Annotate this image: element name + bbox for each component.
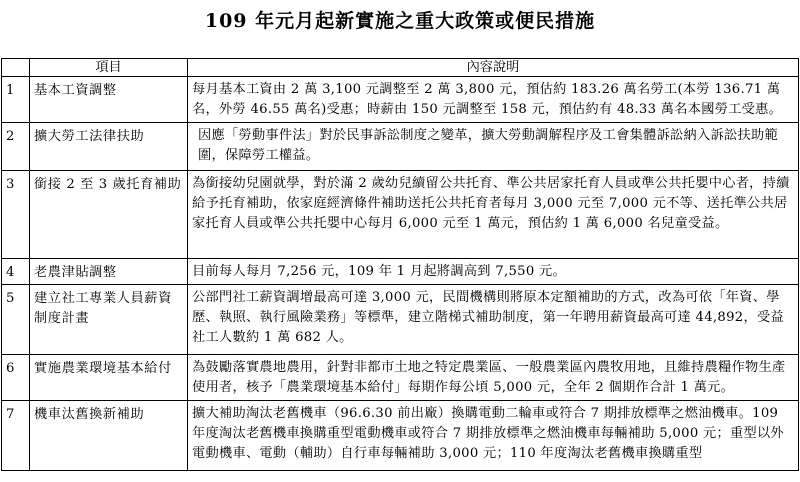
table-row bbox=[2, 123, 799, 171]
row-number: 5 bbox=[2, 285, 30, 355]
row-number: 2 bbox=[2, 123, 30, 171]
table-row bbox=[2, 355, 799, 401]
row-item: 銜接 2 至 3 歲托育補助 bbox=[30, 171, 188, 259]
table-row bbox=[2, 171, 799, 259]
table-row bbox=[2, 259, 799, 285]
row-description: 公部門社工薪資調增最高可達 3,000 元，民間機構則將原本定額補助的方式，改為可依「年資、學歷、執照、執行風險業務」等標準，建立階梯式補助制度，第一年聘用薪資最高可達 44,892，受益社工人數約 1 萬 682 人。 bbox=[188, 285, 799, 355]
document-title: 109 年元月起新實施之重大政策或便民措施 bbox=[204, 10, 596, 32]
row-item: 老農津貼調整 bbox=[30, 259, 188, 285]
policy-table bbox=[1, 58, 799, 471]
row-item: 機車汰舊換新補助 bbox=[30, 401, 188, 471]
row-description: 因應「勞動事件法」對於民事訴訟制度之變革，擴大勞動調解程序及工會集體訴訟納入訴訟扶助範圍，保障勞工權益。 bbox=[188, 123, 799, 171]
row-description: 擴大補助淘汰老舊機車（96.6.30 前出廠）換購電動二輪車或符合 7 期排放標準之燃油機車。109 年度淘汰老舊機車換購重型電動機車或符合 7 期排放標準之燃油機車每輛補助 5,000 元；重型以外電動機車、電動（輔助）自行車每輛補助 3,000 元；110 年度淘汰老舊機車換購重型 bbox=[188, 401, 799, 471]
row-number: 1 bbox=[2, 77, 30, 123]
table-row bbox=[2, 77, 799, 123]
header-item: 項目 bbox=[30, 59, 188, 77]
row-number: 7 bbox=[2, 401, 30, 471]
row-item: 建立社工專業人員薪資制度計畫 bbox=[30, 285, 188, 355]
row-description: 每月基本工資由 2 萬 3,100 元調整至 2 萬 3,800 元，預估約 183.26 萬名勞工(本勞 136.71 萬名，外勞 46.55 萬名)受惠；時薪由 150 元調整至 158 元，預估約有 48.33 萬名本國勞工受惠。 bbox=[188, 77, 799, 123]
header-description: 內容說明 bbox=[188, 59, 799, 77]
row-number: 6 bbox=[2, 355, 30, 401]
table-row bbox=[2, 285, 799, 355]
table-row bbox=[2, 401, 799, 471]
row-item: 基本工資調整 bbox=[30, 77, 188, 123]
row-description: 為銜接幼兒園就學，對於滿 2 歲幼兒續留公共托育、準公共居家托育人員或準公共托嬰中心者，持續給予托育補助，依家庭經濟條件補助送托公共托育者每月 3,000 元至 7,000 元不等、送托準公共居家托育人員或準公共托嬰中心每月 6,000 元至 1 萬元，預估約 1 萬 6,000 名兒童受益。 bbox=[188, 171, 799, 259]
table-header-row bbox=[2, 59, 799, 77]
row-description: 為鼓勵落實農地農用，針對非都市土地之特定農業區、一般農業區內農牧用地，且維持農糧作物生產使用者，核予「農業環境基本給付」每期作每公頃 5,000 元，全年 2 個期作合計 1 萬元。 bbox=[188, 355, 799, 401]
row-item: 實施農業環境基本給付 bbox=[30, 355, 188, 401]
row-item: 擴大勞工法律扶助 bbox=[30, 123, 188, 171]
row-number: 3 bbox=[2, 171, 30, 259]
header-number bbox=[2, 59, 30, 77]
row-number: 4 bbox=[2, 259, 30, 285]
row-description: 目前每人每月 7,256 元，109 年 1 月起將調高到 7,550 元。 bbox=[188, 259, 799, 285]
